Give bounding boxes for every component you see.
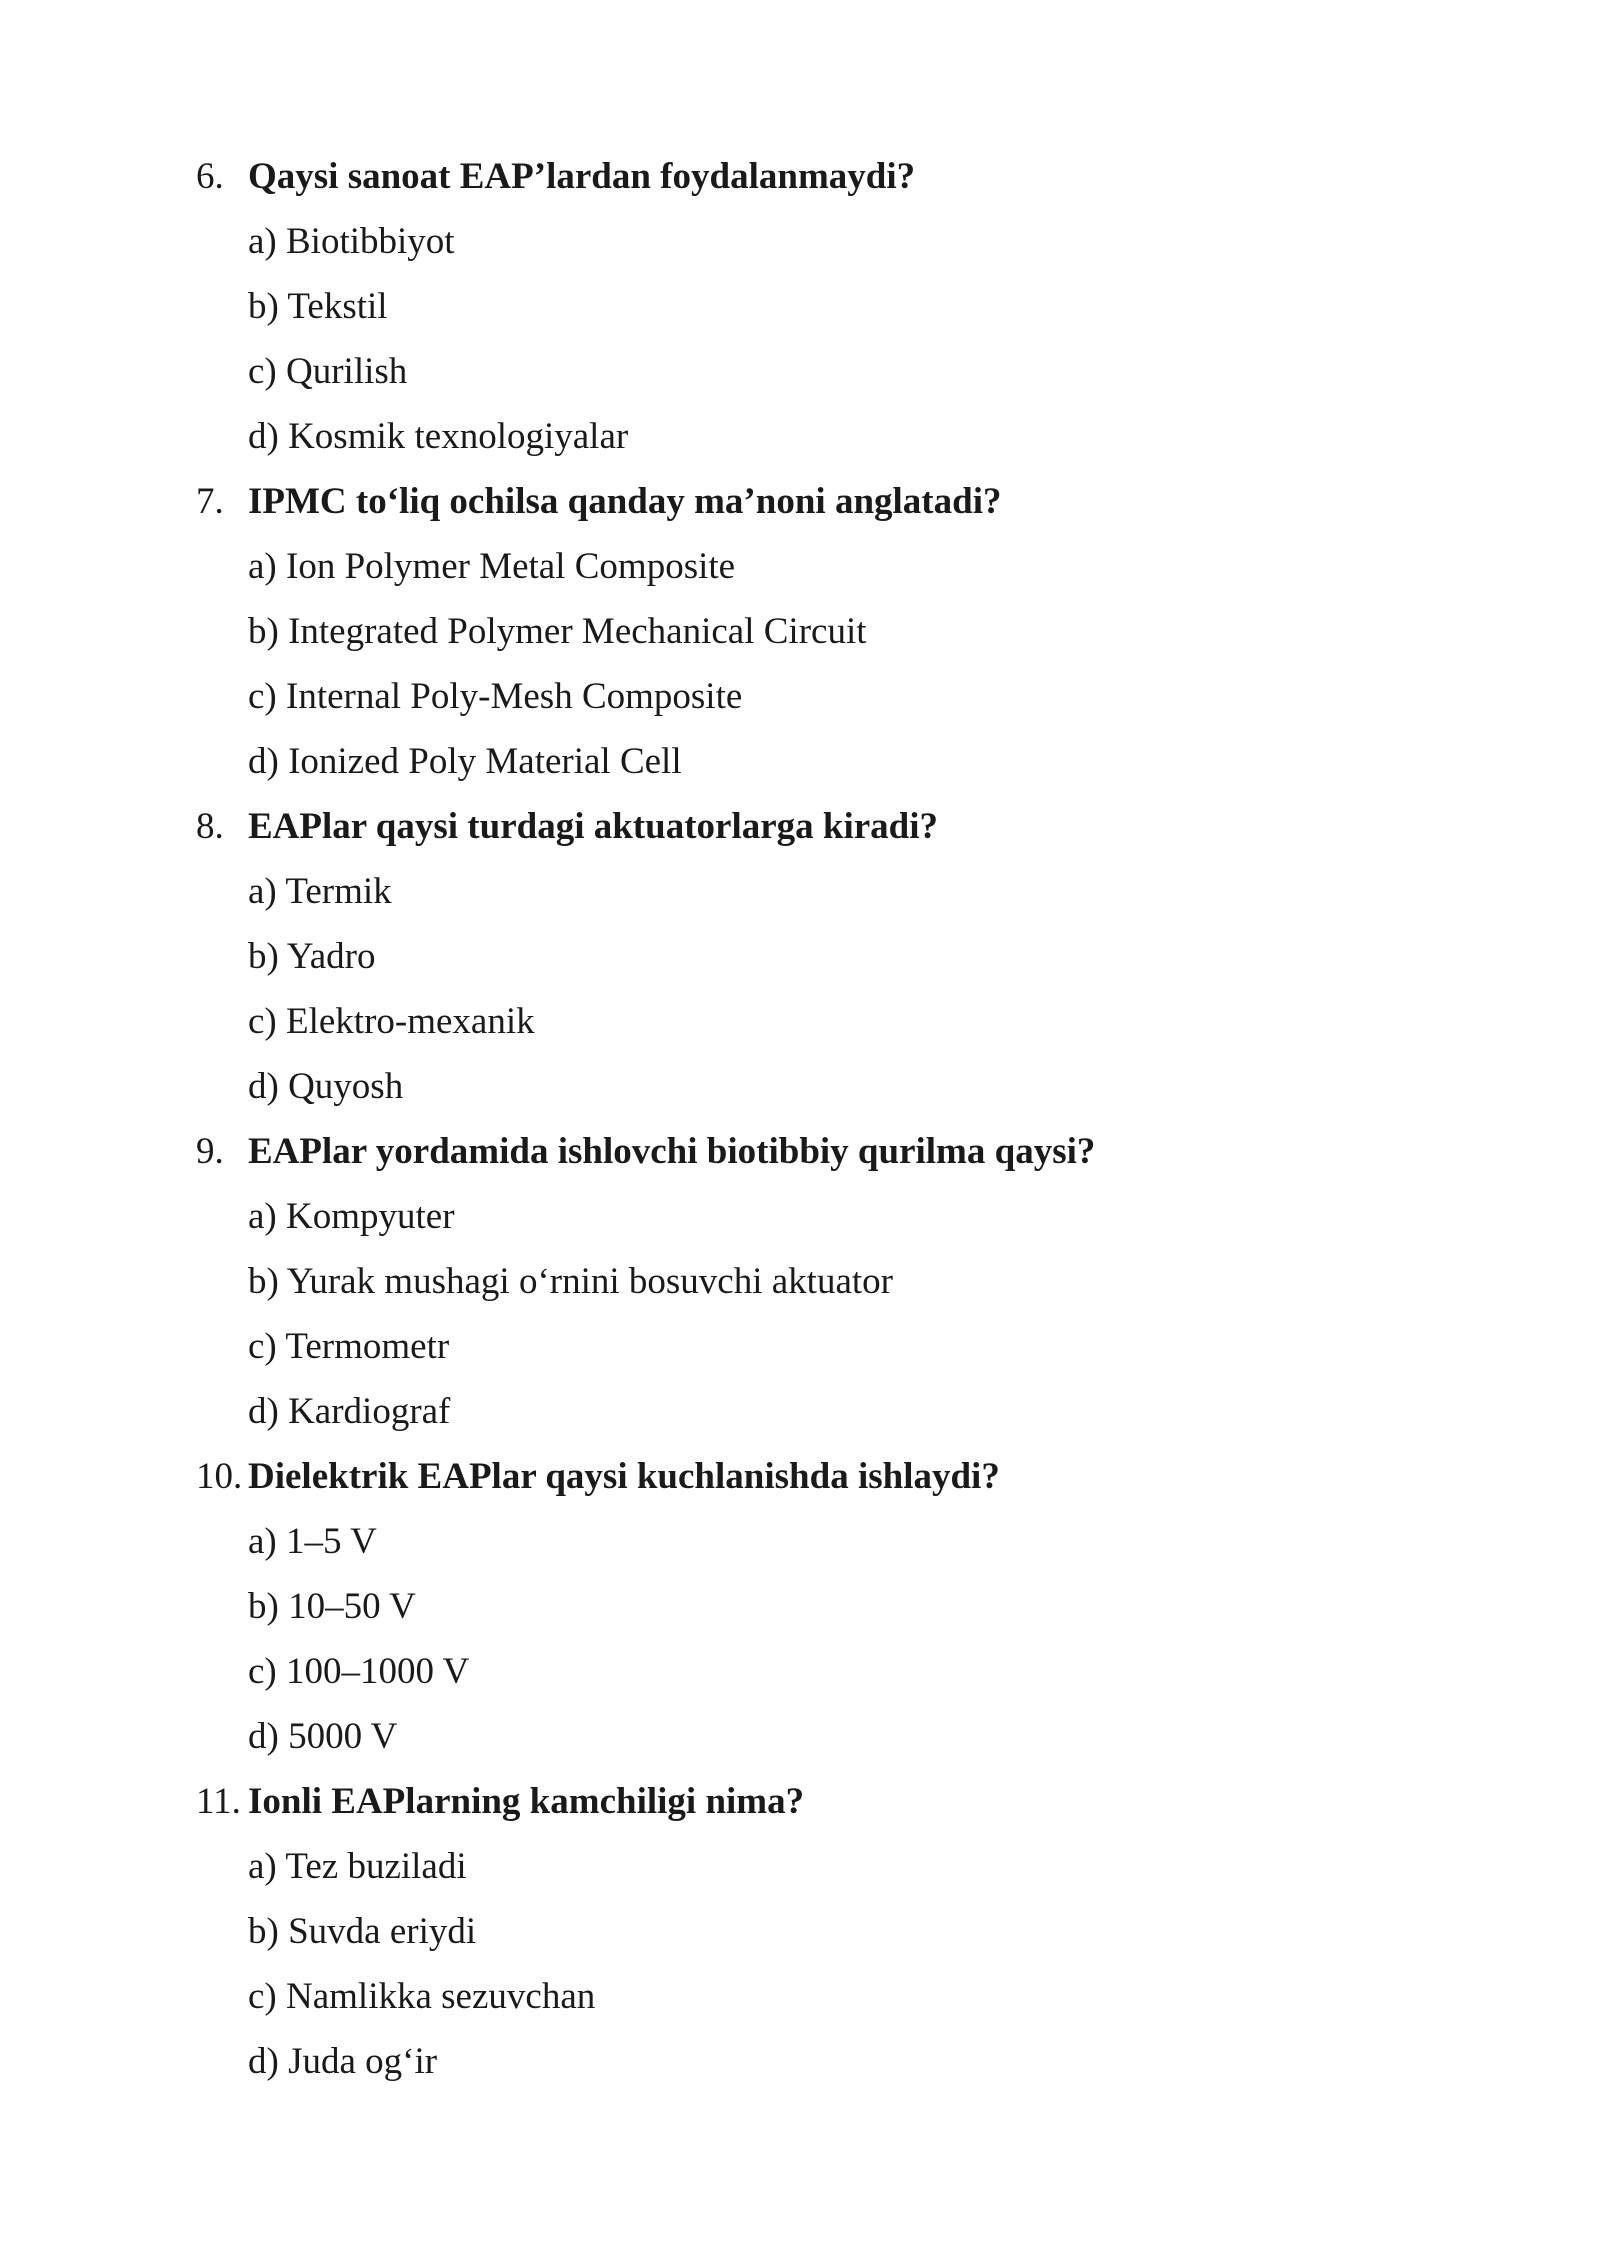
question-6 <box>196 144 1446 469</box>
question-text: EAPlar yordamida ishlovchi biotibbiy qurilma qaysi? <box>248 1131 1096 1172</box>
question-8 <box>196 794 1446 1119</box>
question-7 <box>196 469 1446 794</box>
question-10 <box>196 1444 1446 1769</box>
answer-option-d: d) Quyosh <box>248 1066 404 1107</box>
question-heading <box>196 1769 1446 1834</box>
answer-option-b: b) Suvda eriydi <box>248 1911 477 1952</box>
answer-option-a: a) Tez buziladi <box>248 1846 467 1887</box>
question-heading <box>196 144 1446 209</box>
answer-options <box>196 859 1446 1119</box>
answer-options <box>196 534 1446 794</box>
question-text: Qaysi sanoat EAP’lardan foydalanmaydi? <box>248 156 916 197</box>
question-heading <box>196 1119 1446 1184</box>
quiz-list <box>196 144 1446 2094</box>
question-heading <box>196 1444 1446 1509</box>
answer-option-d: d) 5000 V <box>248 1716 398 1757</box>
question-11 <box>196 1769 1446 2094</box>
question-heading <box>196 469 1446 534</box>
question-number: 10. <box>196 1456 243 1497</box>
answer-option-c: c) 100–1000 V <box>248 1651 470 1692</box>
question-number: 7. <box>196 481 224 522</box>
answer-option-a: a) Termik <box>248 871 392 912</box>
answer-option-c: c) Qurilish <box>248 351 408 392</box>
answer-option-d: d) Kosmik texnologiyalar <box>248 416 629 457</box>
answer-option-b: b) Yurak mushagi o‘rnini bosuvchi aktuator <box>248 1261 893 1302</box>
answer-option-b: b) Integrated Polymer Mechanical Circuit <box>248 611 867 652</box>
question-number: 6. <box>196 156 224 197</box>
answer-option-b: b) Yadro <box>248 936 376 977</box>
answer-option-d: d) Ionized Poly Material Cell <box>248 741 682 782</box>
question-text: Dielektrik EAPlar qaysi kuchlanishda ishlaydi? <box>248 1456 1000 1497</box>
answer-options <box>196 1184 1446 1444</box>
question-text: Ionli EAPlarning kamchiligi nima? <box>248 1781 805 1822</box>
question-text: IPMC to‘liq ochilsa qanday ma’noni anglatadi? <box>248 481 1002 522</box>
answer-option-c: c) Termometr <box>248 1326 450 1367</box>
answer-option-d: d) Kardiograf <box>248 1391 451 1432</box>
answer-options <box>196 209 1446 469</box>
answer-option-a: a) Biotibbiyot <box>248 221 455 262</box>
answer-option-d: d) Juda og‘ir <box>248 2041 438 2082</box>
answer-option-a: a) 1–5 V <box>248 1521 377 1562</box>
question-text: EAPlar qaysi turdagi aktuatorlarga kiradi? <box>248 806 939 847</box>
question-number: 8. <box>196 806 224 847</box>
answer-option-c: c) Internal Poly-Mesh Composite <box>248 676 743 717</box>
question-number: 9. <box>196 1131 224 1172</box>
answer-options <box>196 1509 1446 1769</box>
answer-options <box>196 1834 1446 2094</box>
question-9 <box>196 1119 1446 1444</box>
answer-option-b: b) Tekstil <box>248 286 388 327</box>
answer-option-a: a) Kompyuter <box>248 1196 455 1237</box>
question-heading <box>196 794 1446 859</box>
answer-option-c: c) Elektro-mexanik <box>248 1001 535 1042</box>
answer-option-b: b) 10–50 V <box>248 1586 416 1627</box>
question-number: 11. <box>196 1781 241 1822</box>
answer-option-a: a) Ion Polymer Metal Composite <box>248 546 736 587</box>
answer-option-c: c) Namlikka sezuvchan <box>248 1976 596 2017</box>
